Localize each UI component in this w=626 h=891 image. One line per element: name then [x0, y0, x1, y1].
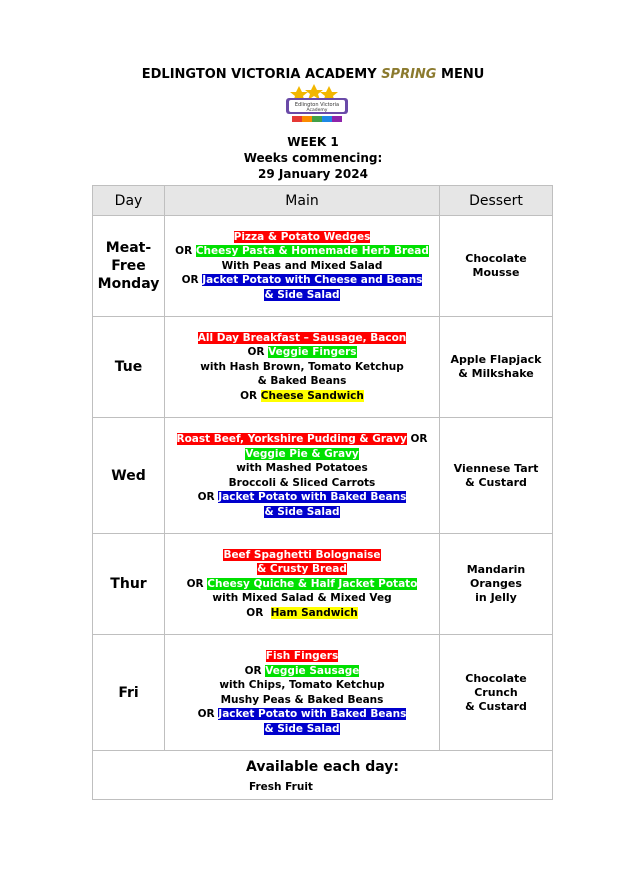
- dessert-cell: [440, 317, 553, 418]
- header-day: Day: [93, 186, 165, 216]
- dessert-line: Chocolate: [465, 252, 527, 265]
- day-line: Meat-: [105, 240, 152, 256]
- title-suffix: MENU: [436, 67, 485, 82]
- or-label: OR: [197, 708, 219, 720]
- main-option-meat: All Day Breakfast – Sausage, Bacon: [197, 331, 407, 344]
- header-dessert: Dessert: [440, 186, 553, 216]
- main-option-veg: Veggie Pie & Gravy: [245, 447, 359, 460]
- dessert-line: & Custard: [465, 475, 527, 489]
- weeks-commencing-label: Weeks commencing:: [243, 151, 383, 165]
- main-option-meat: Roast Beef, Yorkshire Pudding & Gravy: [176, 433, 407, 445]
- available-item: Fresh Fruit: [249, 781, 313, 793]
- dessert-line: Mandarin: [466, 563, 526, 576]
- week-label: WEEK 1: [287, 135, 339, 149]
- dessert-line: Viennese Tart: [453, 461, 539, 475]
- or-label: OR: [247, 346, 269, 359]
- day-line: Fri: [118, 684, 139, 701]
- available-cell: [93, 751, 553, 800]
- dessert-cell: [440, 534, 553, 635]
- main-sides: with Mixed Salad & Mixed Veg: [212, 592, 392, 605]
- main-option-sandwich: Ham Sandwich: [270, 606, 358, 619]
- main-cell: [165, 635, 440, 751]
- main-sides: & Baked Beans: [257, 375, 347, 388]
- main-cell: [165, 317, 440, 418]
- or-label: OR: [186, 577, 208, 590]
- day-line: Thur: [110, 576, 147, 592]
- table-row-wednesday: [93, 418, 553, 534]
- main-cell: [165, 418, 440, 534]
- or-label: OR: [175, 245, 196, 258]
- menu-table: [92, 185, 553, 800]
- main-sides: with Mashed Potatoes: [236, 462, 368, 474]
- main-option-jacket-cont: & Side Salad: [264, 505, 340, 518]
- or-label: OR: [406, 433, 428, 445]
- logo-text-line1: Edlington Victoria: [294, 102, 340, 108]
- main-option-meat: Beef Spaghetti Bolognaise: [223, 548, 381, 561]
- day-cell: [93, 216, 165, 317]
- dessert-cell: [440, 635, 553, 751]
- main-option-veg: Cheesy Pasta & Homemade Herb Bread: [195, 245, 429, 258]
- available-title: Available each day:: [246, 759, 399, 775]
- logo-text-line2: Academy: [306, 108, 328, 113]
- dessert-line: Crunch: [474, 685, 518, 699]
- main-option-jacket: Jacket Potato with Baked Beans: [218, 708, 407, 720]
- header-main: Main: [165, 186, 440, 216]
- dessert-line: & Milkshake: [458, 367, 534, 380]
- table-row-friday: [93, 635, 553, 751]
- main-option-meat-cont: & Crusty Bread: [257, 563, 347, 576]
- table-row-available: [93, 751, 553, 800]
- day-cell: [93, 317, 165, 418]
- table-row-thursday: [93, 534, 553, 635]
- day-cell: [93, 418, 165, 534]
- day-line: Wed: [111, 467, 146, 484]
- academy-logo: [282, 84, 352, 128]
- main-sides: with Chips, Tomato Ketchup: [219, 679, 385, 691]
- or-label: OR: [244, 664, 266, 677]
- dessert-line: Apple Flapjack: [450, 353, 542, 366]
- table-header-row: [93, 186, 553, 216]
- main-sides: Mushy Peas & Baked Beans: [220, 693, 384, 706]
- main-option-jacket-cont: & Side Salad: [264, 722, 340, 735]
- dessert-line: Mousse: [472, 266, 520, 279]
- main-option-meat: Fish Fingers: [265, 650, 339, 662]
- main-option-veg: Veggie Fingers: [268, 346, 357, 359]
- main-sides: with Hash Brown, Tomato Ketchup: [200, 360, 404, 373]
- day-line: Free: [111, 258, 146, 274]
- menu-title: [0, 67, 626, 82]
- main-option-veg: Cheesy Quiche & Half Jacket Potato: [207, 577, 418, 590]
- main-option-jacket-cont: & Side Salad: [264, 288, 340, 301]
- day-cell: [93, 534, 165, 635]
- dessert-line: & Custard: [465, 699, 527, 713]
- table-row-tuesday: [93, 317, 553, 418]
- main-option-meat: Pizza & Potato Wedges: [233, 230, 371, 243]
- day-line: Tue: [114, 359, 143, 375]
- main-option-jacket: Jacket Potato with Cheese and Beans: [202, 274, 423, 287]
- dessert-cell: [440, 418, 553, 534]
- main-cell: [165, 534, 440, 635]
- main-sides: Broccoli & Sliced Carrots: [228, 476, 376, 489]
- week-info: [0, 134, 626, 182]
- or-label: OR: [246, 606, 271, 619]
- day-cell: [93, 635, 165, 751]
- day-line: Monday: [97, 276, 160, 292]
- main-sides: With Peas and Mixed Salad: [221, 259, 383, 272]
- table-row-monday: [93, 216, 553, 317]
- dessert-line: in Jelly: [475, 591, 517, 604]
- title-prefix: EDLINGTON VICTORIA ACADEMY: [141, 67, 382, 82]
- main-option-sandwich: Cheese Sandwich: [260, 389, 364, 402]
- dessert-cell: [440, 216, 553, 317]
- title-spring: SPRING: [381, 67, 437, 82]
- main-cell: [165, 216, 440, 317]
- or-label: OR: [181, 274, 203, 287]
- or-label: OR: [240, 389, 261, 402]
- week-date: 29 January 2024: [258, 167, 368, 181]
- main-option-jacket: Jacket Potato with Baked Beans: [218, 491, 407, 503]
- dessert-line: Oranges: [470, 577, 522, 590]
- or-label: OR: [197, 491, 219, 503]
- dessert-line: Chocolate: [465, 671, 527, 685]
- main-option-veg: Veggie Sausage: [265, 664, 360, 677]
